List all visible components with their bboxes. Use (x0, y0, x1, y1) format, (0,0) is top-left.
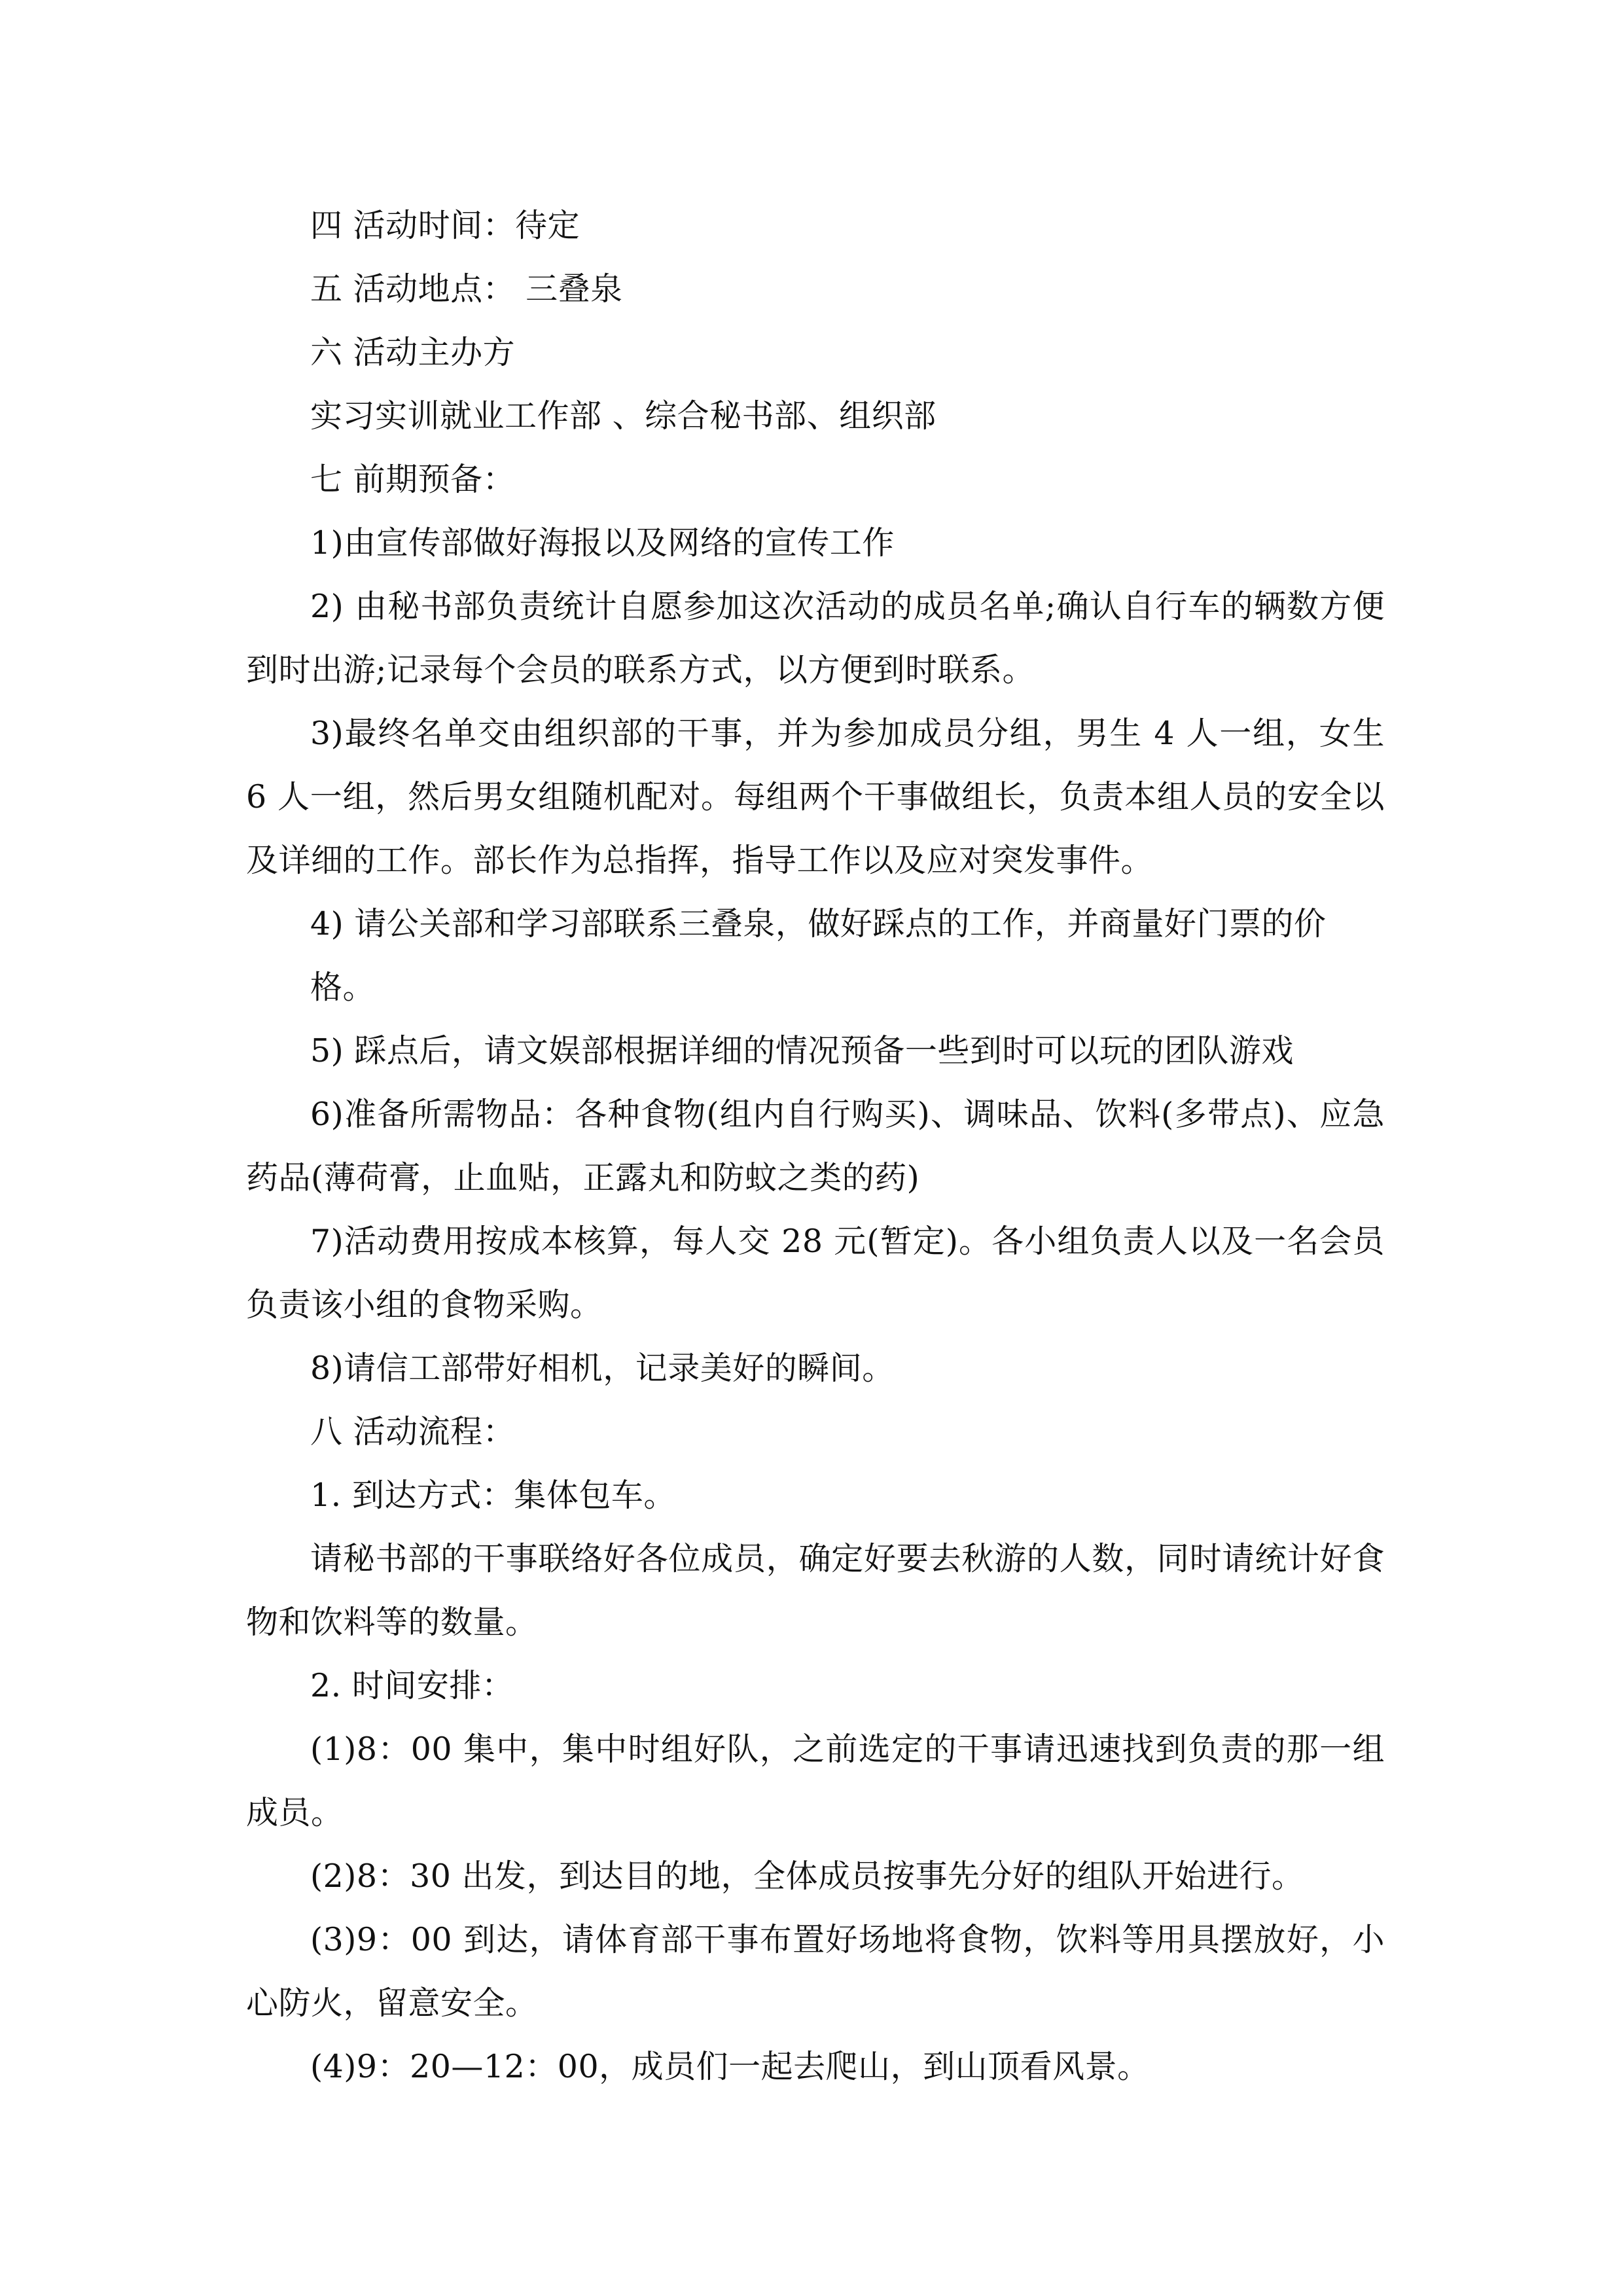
document-body (246, 194, 1385, 2098)
prep-item-3: 3)最终名单交由组织部的干事，并为参加成员分组，男生 4 人一组，女生 6 人一组，然后男女组随机配对。每组两个干事做组长，负责本组人员的安全以及详细的工作。部长作为总指挥，指导工作以及应对突发事件。 (246, 715, 1385, 879)
section-7-preparation-heading: 七 前期预备： (310, 461, 516, 498)
process-schedule-heading: 2. 时间安排： (310, 1667, 514, 1704)
process-arrival-note: 请秘书部的干事联络好各位成员，确定好要去秋游的人数，同时请统计好食物和饮料等的数量。 (246, 1540, 1385, 1641)
prep-item-7: 7)活动费用按成本核算，每人交 28 元(暂定)。各小组负责人以及一名会员负责该小组的食物采购。 (246, 1223, 1385, 1323)
schedule-item-4: (4)9：20—12：00，成员们一起去爬山，到山顶看风景。 (310, 2048, 1150, 2085)
prep-item-5: 5) 踩点后，请文娱部根据详细的情况预备一些到时可以玩的团队游戏 (310, 1032, 1294, 1069)
prep-item-6: 6)准备所需物品：各种食物(组内自行购买)、调味品、饮料(多带点)、应急药品(薄荷膏，止血贴，正露丸和防蚊之类的药) (246, 1096, 1385, 1196)
schedule-item-3: (3)9：00 到达，请体育部干事布置好场地将食物，饮料等用具摆放好，小心防火，留意安全。 (246, 1921, 1385, 2022)
schedule-item-2: (2)8：30 出发，到达目的地，全体成员按事先分好的组队开始进行。 (310, 1857, 1304, 1895)
schedule-item-1: (1)8：00 集中，集中时组好队，之前选定的干事请迅速找到负责的那一组成员。 (246, 1731, 1385, 1831)
prep-item-4: 4) 请公关部和学习部联系三叠泉，做好踩点的工作，并商量好门票的价格。 (310, 905, 1327, 1006)
process-arrival-method: 1. 到达方式：集体包车。 (310, 1477, 676, 1514)
section-4-time: 四 活动时间：待定 (310, 207, 580, 244)
organizer-list: 实习实训就业工作部 、综合秘书部、组织部 (310, 397, 936, 435)
prep-item-2: 2) 由秘书部负责统计自愿参加这次活动的成员名单;确认自行车的辆数方便到时出游;记录每个会员的联系方式，以方便到时联系。 (246, 588, 1385, 689)
prep-item-1: 1)由宣传部做好海报以及网络的宣传工作 (310, 524, 895, 562)
prep-item-8: 8)请信工部带好相机，记录美好的瞬间。 (310, 1350, 895, 1387)
section-8-process-heading: 八 活动流程： (310, 1413, 516, 1450)
section-6-organizer-heading: 六 活动主办方 (310, 334, 516, 371)
section-5-location: 五 活动地点： 三叠泉 (310, 270, 623, 308)
